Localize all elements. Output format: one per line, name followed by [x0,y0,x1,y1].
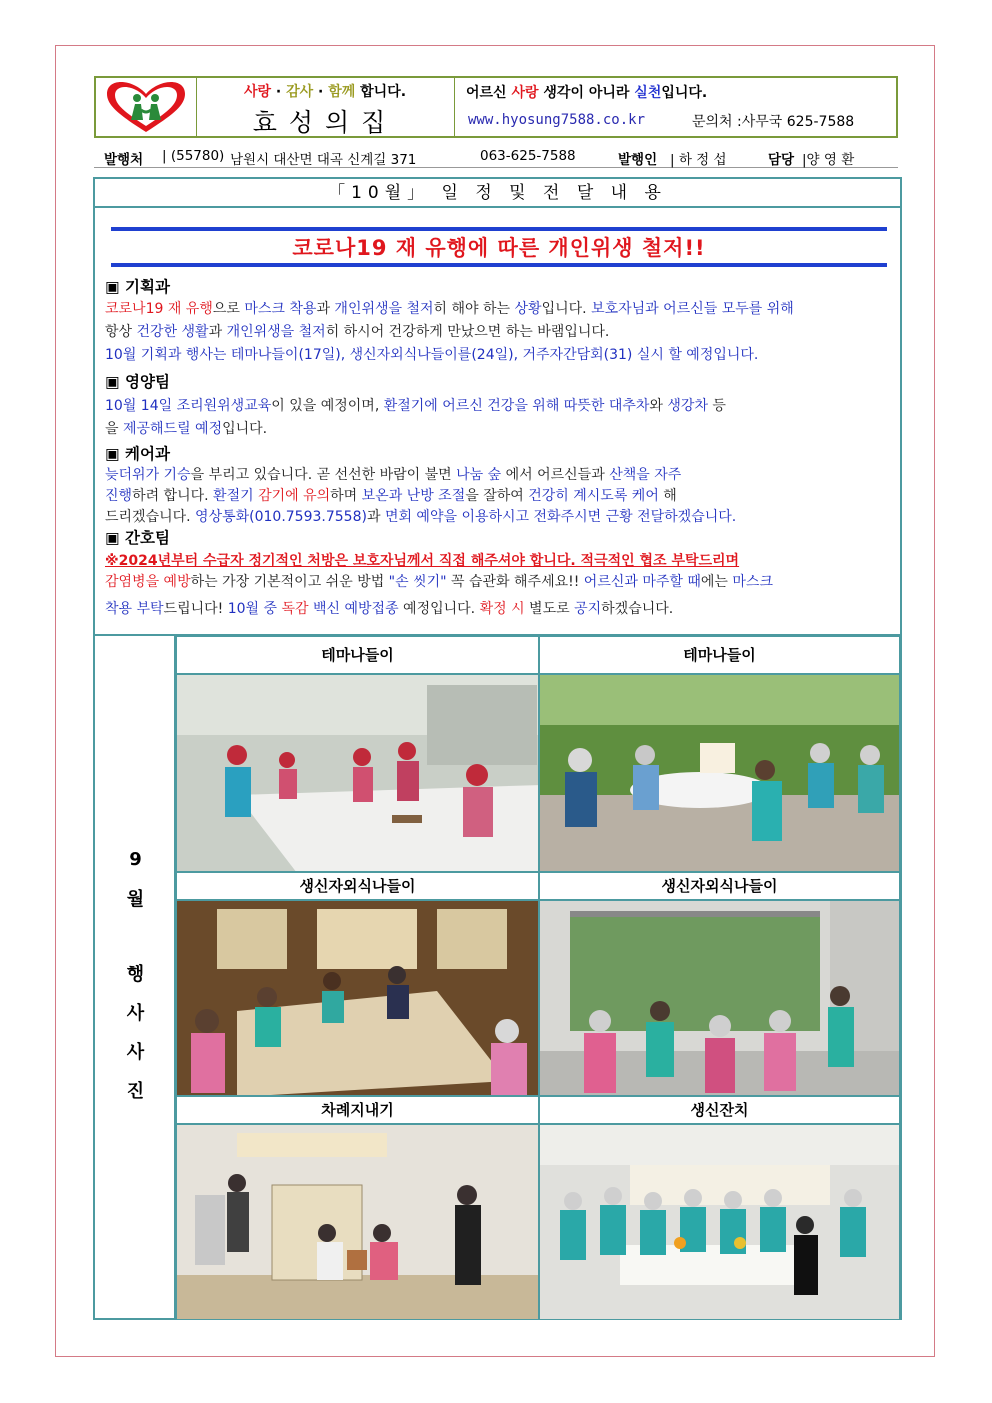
photo-caption: 생신자외식나들이 [176,872,539,900]
schedule-title: 「10월」 일 정 및 전 달 내 용 [95,179,900,208]
slogan: 어르신 사랑 생각이 아니라 실천입니다. [466,85,708,101]
nursing-notice: ※2024년부터 수급자 정기적인 처방은 보호자님께서 직접 해주셔야 합니다. 적극적인 협조 부탁드리며 [105,553,740,569]
photo-birthday-dining-restaurant [176,900,539,1096]
photo-section-label: 9 월 행 사 사 진 [95,636,176,1320]
publisher-row: 발행처 | (55780) 남원시 대산면 대곡 신계길 371 063-625-7588 발행인 | 하 정 섭 담당 |양 영 환 [94,146,898,168]
care-paragraph-1: 늦더위가 기승을 부리고 있습니다. 곧 선선한 바람이 불면 나눔 숲 에서 어르신들과 산책을 자주 [105,467,682,483]
website-link[interactable]: www.hyosung7588.co.kr [468,112,646,128]
photo-caption: 테마나들이 [539,636,900,674]
section-title-care: ▣ 케어과 [105,445,170,463]
photo-caption: 테마나들이 [176,636,539,674]
photo-theme-outing-indoor [176,674,539,872]
photo-ancestral-rite [176,1124,539,1320]
section-title-nutrition: ▣ 영양팀 [105,373,170,391]
section-title-nursing: ▣ 간호팀 [105,529,170,547]
newsletter-header [94,76,898,138]
photo-caption: 차례지내기 [176,1096,539,1124]
organization-logo [96,78,197,136]
nutrition-paragraph-2: 을 제공해드릴 예정입니다. [105,421,268,437]
nutrition-paragraph-1: 10월 14일 조리원위생교육이 있을 예정이며, 환절기에 어르신 건강을 위해 따뜻한 대추차와 생강차 등 [105,398,726,414]
headline-banner [111,227,887,267]
planning-paragraph-3: 10월 기획과 행사는 테마나들이(17일), 생신자외식나들이를(24일), 거주자간담회(31) 실시 할 예정입니다. [105,347,759,363]
photo-caption: 생신잔치 [539,1096,900,1124]
organization-motto: 사랑 · 감사 · 함께 합니다. [243,84,407,100]
nursing-paragraph-2: 감염병을 예방하는 가장 기본적이고 쉬운 방법 "손 씻기" 꼭 습관화 해주세요!! 어르신과 마주할 때에는 마스크 [105,574,773,590]
heart-logo-icon [101,80,191,134]
headline-text: 코로나19 재 유행에 따른 개인위생 철저!! [292,236,706,260]
contact-info: 문의처 :사무국 625-7588 [692,114,855,130]
planning-paragraph-2: 항상 건강한 생활과 개인위생을 철저히 하시어 건강하게 만났으면 하는 바램입니다. [105,324,610,340]
event-photos [95,634,900,1320]
care-paragraph-2: 진행하려 합니다. 환절기 감기에 유의하며 보온과 난방 조절을 잘하여 건강히 계시도록 케어 해 [105,488,677,504]
organization-block [196,78,455,136]
photo-caption: 생신자외식나들이 [539,872,900,900]
main-content [93,177,902,1320]
nursing-paragraph-3: 착용 부탁드립니다! 10월 중 독감 백신 예방접종 예정입니다. 확정 시 별도로 공지하겠습니다. [105,601,674,617]
photo-birthday-party [539,1124,900,1320]
photo-birthday-dining-cafe [539,900,900,1096]
photo-theme-outing-garden [539,674,900,872]
organization-name: 효성의집 [252,108,398,137]
planning-paragraph-1: 코로나19 재 유행으로 마스크 착용과 개인위생을 철저히 해야 하는 상황입니다. 보호자님과 어르신들 모두를 위해 [105,301,794,317]
section-title-planning: ▣ 기획과 [105,278,170,296]
care-paragraph-3: 드리겠습니다. 영상통화(010.7593.7558)과 면회 예약을 이용하시고 전화주시면 근황 전달하겠습니다. [105,509,737,525]
